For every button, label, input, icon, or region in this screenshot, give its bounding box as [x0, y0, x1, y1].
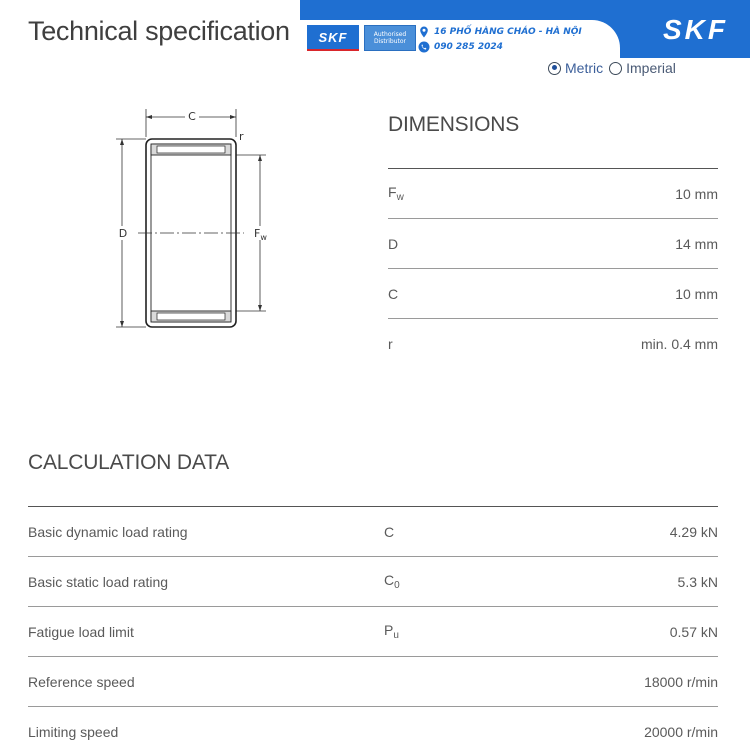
label-c: C	[188, 110, 196, 123]
calculation-value: 4.29 kN	[669, 523, 718, 540]
page-title: Technical specification	[28, 16, 290, 46]
imperial-label[interactable]: Imperial	[626, 60, 676, 76]
dimension-symbol: r	[388, 335, 393, 352]
calculation-heading: CALCULATION DATA	[28, 451, 229, 474]
calculation-row	[28, 507, 718, 557]
phone-icon	[418, 41, 430, 53]
unit-selector	[548, 60, 676, 76]
label-r: r	[239, 130, 244, 143]
calculation-row	[28, 557, 718, 607]
badge-line-2: Distributor	[373, 38, 406, 45]
dimension-symbol: $F_w$	[388, 184, 404, 203]
calculation-label: Basic static load rating	[28, 573, 169, 590]
calculation-table	[28, 506, 718, 756]
dimension-symbol: D	[388, 235, 399, 252]
location-pin-icon	[418, 26, 430, 38]
calculation-value: 5.3 kN	[677, 573, 718, 590]
calculation-symbol: $P_u$	[384, 622, 399, 641]
skf-small-logo: SKF	[307, 25, 359, 49]
contact-info	[418, 24, 618, 54]
bearing-drawing	[108, 105, 278, 335]
dimension-value: 14 mm	[675, 235, 718, 252]
calculation-label: Reference speed	[28, 673, 135, 690]
dimension-value: 10 mm	[675, 285, 718, 302]
phone-line	[418, 39, 618, 54]
badge-line-1: Authorised	[373, 31, 407, 38]
dimension-row	[388, 269, 718, 319]
calculation-symbol: $C_0$	[384, 572, 400, 591]
dimension-row	[388, 319, 718, 368]
metric-label[interactable]: Metric	[565, 60, 604, 76]
imperial-radio[interactable]	[609, 60, 676, 76]
calculation-symbol: C	[384, 523, 395, 540]
calculation-label: Fatigue load limit	[28, 623, 134, 640]
imperial-radio-circle[interactable]	[609, 62, 622, 75]
calculation-value: 0.57 kN	[669, 623, 718, 640]
calculation-value: 20000 r/min	[644, 723, 718, 740]
calculation-value: 18000 r/min	[644, 673, 718, 690]
dimension-symbol: C	[388, 285, 399, 302]
skf-large-logo: SKF	[663, 14, 728, 45]
calculation-row	[28, 607, 718, 657]
metric-radio[interactable]	[548, 60, 603, 76]
label-d: D	[118, 227, 128, 240]
dimension-value: min. 0.4 mm	[640, 335, 718, 352]
metric-radio-circle[interactable]	[548, 62, 561, 75]
calculation-row	[28, 657, 718, 707]
phone-text: 090 285 2024	[434, 41, 503, 52]
dimensions-heading: DIMENSIONS	[388, 113, 520, 136]
label-fw: $F_w$	[254, 227, 267, 242]
dimensions-table	[388, 168, 718, 368]
distributor-banner	[300, 0, 750, 58]
dimension-row	[388, 169, 718, 219]
dimension-row	[388, 219, 718, 269]
calculation-row	[28, 707, 718, 756]
address-line	[418, 24, 618, 39]
authorised-distributor-badge	[364, 25, 416, 51]
calculation-label: Limiting speed	[28, 723, 119, 740]
address-text: 16 PHỐ HÀNG CHÁO - HÀ NỘI	[434, 26, 582, 37]
calculation-label: Basic dynamic load rating	[28, 523, 188, 540]
dimension-value: 10 mm	[675, 185, 718, 202]
